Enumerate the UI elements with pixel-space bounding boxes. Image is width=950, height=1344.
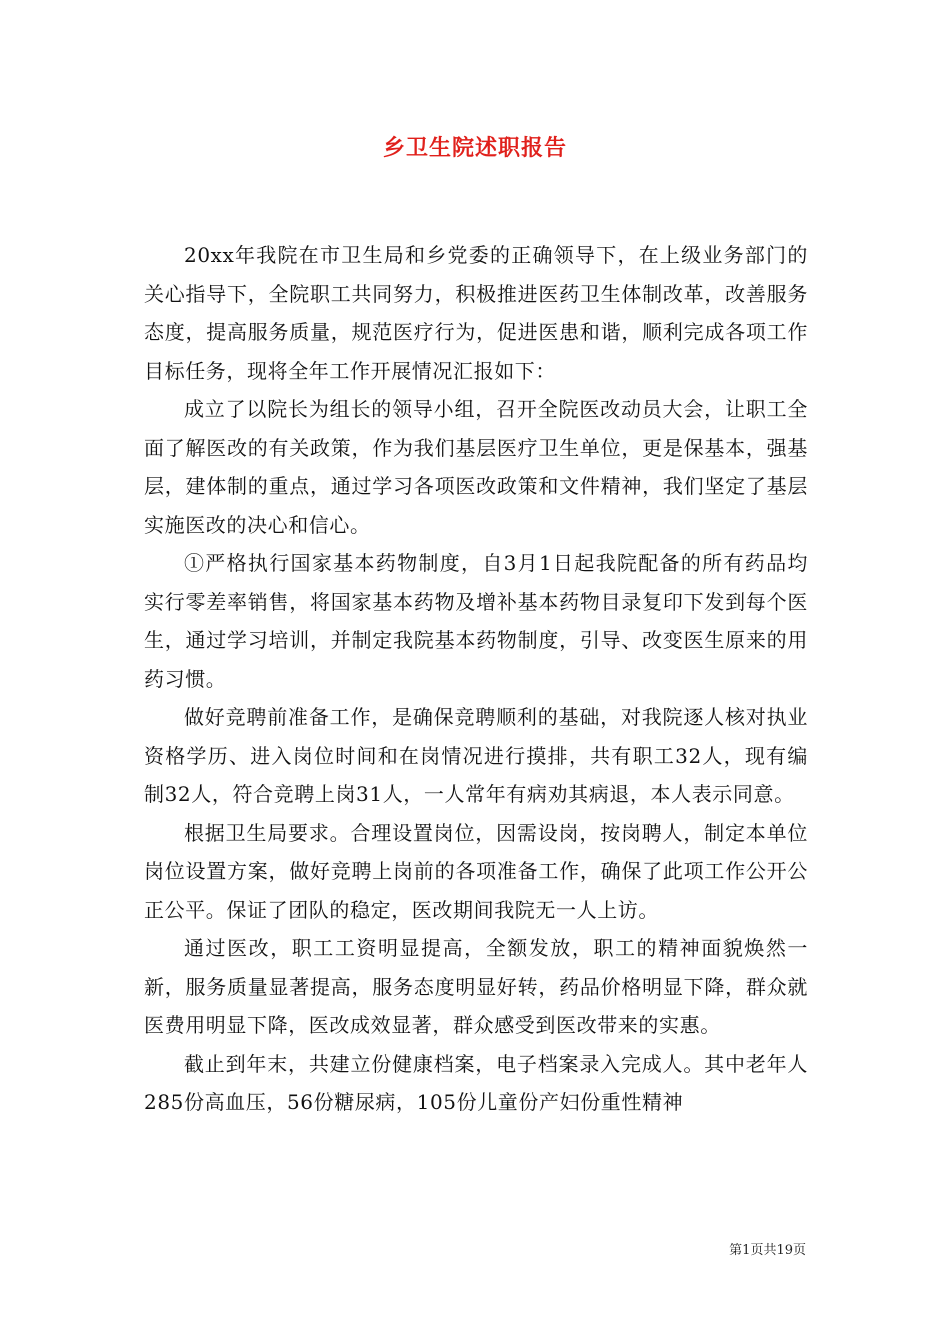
paragraph-6: 通过医改，职工工资明显提高，全额发放，职工的精神面貌焕然一新，服务质量显著提高，服务态度明显好转，药品价格明显下降，群众就医费用明显下降，医改成效显著，群众感受到医改带来的实惠。 [144, 936, 808, 1037]
paragraph-7: 截止到年末，共建立份健康档案，电子档案录入完成人。其中老年人285份高血压，56份糖尿病，105份儿童份产妇份重性精神 [144, 1051, 808, 1114]
page-number-footer: 第1页共19页 [729, 1243, 806, 1258]
paragraph-4: 做好竞聘前准备工作，是确保竞聘顺利的基础，对我院逐人核对执业资格学历、进入岗位时间和在岗情况进行摸排，共有职工32人，现有编制32人，符合竞聘上岗31人，一人常年有病劝其病退，本人表示同意。 [144, 705, 808, 806]
document-body [144, 236, 808, 1122]
paragraph-2: 成立了以院长为组长的领导小组，召开全院医改动员大会，让职工全面了解医改的有关政策，作为我们基层医疗卫生单位，更是保基本，强基层，建体制的重点，通过学习各项医改政策和文件精神，我们坚定了基层实施医改的决心和信心。 [144, 397, 808, 537]
paragraph-5: 根据卫生局要求。合理设置岗位，因需设岗，按岗聘人，制定本单位岗位设置方案，做好竞聘上岗前的各项准备工作，确保了此项工作公开公正公平。保证了团队的稳定，医改期间我院无一人上访。 [144, 820, 808, 922]
document-title: 乡卫生院述职报告 [382, 135, 567, 161]
paragraph-3: ①严格执行国家基本药物制度，自3月1日起我院配备的所有药品均实行零差率销售，将国家基本药物及增补基本药物目录复印下发到每个医生，通过学习培训，并制定我院基本药物制度，引导、改变医生原来的用药习惯。 [144, 551, 808, 691]
paragraph-1: 20xx年我院在市卫生局和乡党委的正确领导下，在上级业务部门的关心指导下，全院职工共同努力，积极推进医药卫生体制改革，改善服务态度，提高服务质量，规范医疗行为，促进医患和谐，顺利完成各项工作目标任务，现将全年工作开展情况汇报如下： [144, 243, 808, 383]
